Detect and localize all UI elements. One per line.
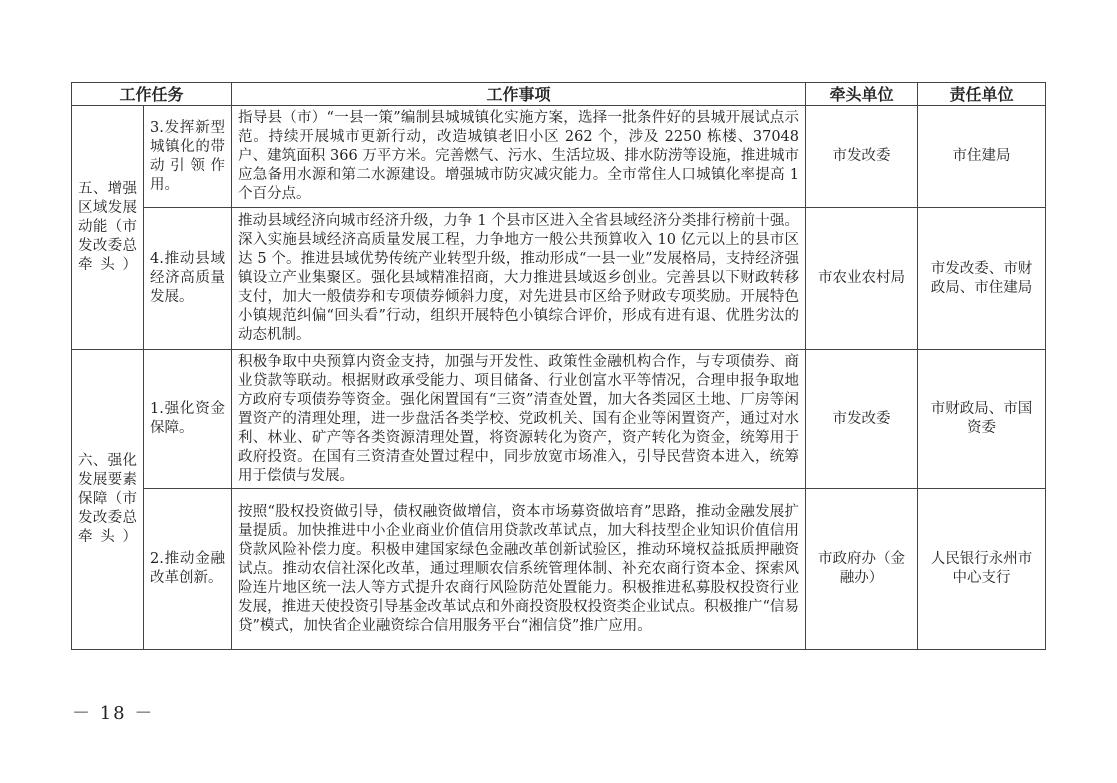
detail-cell: 按照“股权投资做引导，债权融资做增信，资本市场募资做培育”思路，推动金融发展扩量提质。加快推进中小企业商业价值信用贷款改革试点，加大科技型企业知识价值信用贷款风险补偿力度。积极申建国家绿色金融改革创新试验区，推动环境权益抵质押融资试点。推动农信社深化改革，通过理顺农信系统管理体制、补充农商行资本金、探索风险连片地区统一法人等方式提升农商行风险防范处置能力。积极推进私募股权投资行业发展，推进天使投资引导基金改革试点和外商投资股权投资类企业试点。积极推广“信易贷”模式，加快省企业融资综合信用服务平台“湘信贷”推广应用。 <box>232 489 806 650</box>
responsible-unit-cell: 市发改委、市财政局、市住建局 <box>918 208 1046 350</box>
task-cell: 1.强化资金保障。 <box>144 350 232 489</box>
lead-unit-cell: 市农业农村局 <box>806 208 918 350</box>
lead-unit-cell: 市政府办（金融办） <box>806 489 918 650</box>
table-header-row <box>72 83 1046 106</box>
task-cell: 2.推动金融改革创新。 <box>144 489 232 650</box>
task-cell: 4.推动县域经济高质量发展。 <box>144 208 232 350</box>
header-detail: 工作事项 <box>232 83 806 106</box>
detail-cell: 积极争取中央预算内资金支持，加强与开发性、政策性金融机构合作，与专项债券、商业贷款等联动。根据财政承受能力、项目储备、行业创富水平等情况，合理申报争取地方政府专项债券等资金。强化闲置国有“三资”清查处置，加大各类园区土地、厂房等闲置资产的清理处理，进一步盘活各类学校、党政机关、国有企业等闲置资产，通过对水利、林业、矿产等各类资源清理处置，将资源转化为资产，资产转化为资金，统筹用于政府投资。在国有三资清查处置过程中，同步放宽市场准入，引导民营资本进入，统筹用于偿债与发展。 <box>232 350 806 489</box>
header-lead-unit: 牵头单位 <box>806 83 918 106</box>
detail-cell: 指导县（市）“一县一策”编制县城城镇化实施方案，选择一批条件好的县城开展试点示范。持续开展城市更新行动，改造城镇老旧小区 262 个，涉及 2250 栋楼、37048 户、建筑面积 366 万平方米。完善燃气、污水、生活垃圾、排水防涝等设施，推进城市应急备用水源和第二水源建设。增强城市防灾减灾能力。全市常住人口城镇化率提高 1 个百分点。 <box>232 106 806 208</box>
table-row <box>72 208 1046 350</box>
category-cell: 五、增强区域发展动能（市发改委总牵头） <box>72 106 144 350</box>
responsible-unit-cell: 市住建局 <box>918 106 1046 208</box>
category-cell: 六、强化发展要素保障（市发改委总牵头） <box>72 350 144 650</box>
table-row <box>72 489 1046 650</box>
work-task-table <box>71 82 1046 650</box>
responsible-unit-cell: 人民银行永州市中心支行 <box>918 489 1046 650</box>
header-responsible-unit: 责任单位 <box>918 83 1046 106</box>
header-task: 工作任务 <box>72 83 232 106</box>
detail-cell: 推动县域经济向城市经济升级，力争 1 个县市区进入全省县域经济分类排行榜前十强。深入实施县域经济高质量发展工程，力争地方一般公共预算收入 10 亿元以上的县市区达 5 个。推进县域优势传统产业转型升级，推动形成“一县一业”发展格局，支持经济强镇设立产业集聚区。强化县域精准招商，大力推进县域返乡创业。完善县以下财政转移支付，加大一般债券和专项债券倾斜力度，对先进县市区给予财政专项奖励。开展特色小镇规范纠偏“回头看”行动，组织开展特色小镇综合评价，形成有进有退、优胜劣汰的动态机制。 <box>232 208 806 350</box>
responsible-unit-cell: 市财政局、市国资委 <box>918 350 1046 489</box>
table-row <box>72 106 1046 208</box>
table-row <box>72 350 1046 489</box>
lead-unit-cell: 市发改委 <box>806 350 918 489</box>
page-number: － 18 － <box>72 703 155 724</box>
lead-unit-cell: 市发改委 <box>806 106 918 208</box>
task-cell: 3.发挥新型城镇化的带动引领作用。 <box>144 106 232 208</box>
